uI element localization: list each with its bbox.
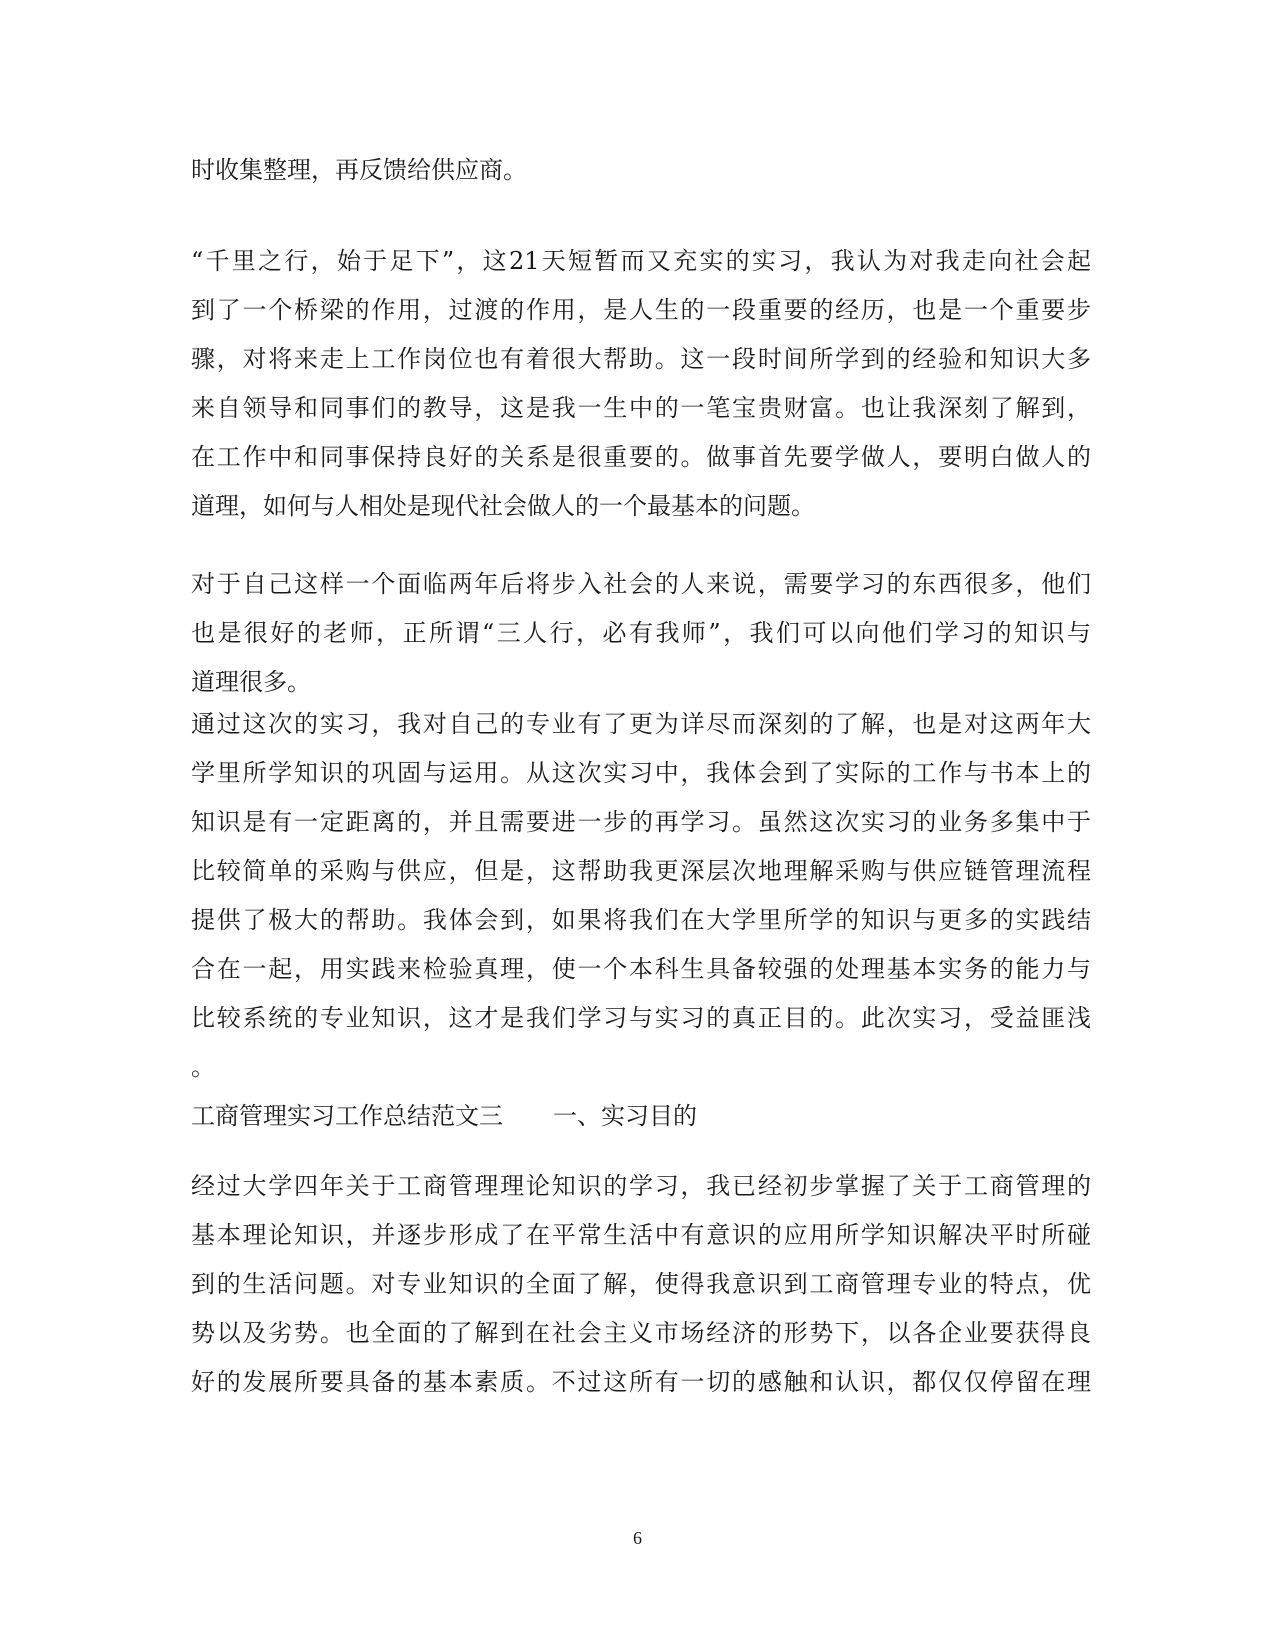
section-heading — [191, 1092, 1091, 1141]
paragraph-5 — [191, 1162, 1091, 1407]
text-line: 通过这次的实习，我对自己的专业有了更为详尽而深刻的了解，也是对这两年大 — [191, 710, 1091, 738]
text-line: 对于自己这样一个面临两年后将步入社会的人来说，需要学习的东西很多，他们 — [191, 570, 1091, 598]
text-line: 提供了极大的帮助。我体会到，如果将我们在大学里所学的知识与更多的实践结 — [191, 906, 1091, 934]
text-line: 比较简单的采购与供应，但是，这帮助我更深层次地理解采购与供应链管理流程 — [191, 857, 1091, 885]
text-line: 合在一起，用实践来检验真理，使一个本科生具备较强的处理基本实务的能力与 — [191, 955, 1091, 983]
text-line: 比较系统的专业知识，这才是我们学习与实习的真正目的。此次实习，受益匪浅 — [191, 1004, 1091, 1032]
text-line: 知识是有一定距离的，并且需要进一步的再学习。虽然这次实习的业务多集中于 — [191, 808, 1091, 836]
text-line: 也是很好的老师，正所谓“三人行，必有我师”，我们可以向他们学习的知识与 — [191, 619, 1091, 647]
document-title: 工商管理实习工作总结范文三 — [191, 1102, 503, 1130]
paragraph-2 — [191, 237, 1091, 531]
text-line: “千里之行，始于足下”，这21天短暂而又充实的实习，我认为对我走向社会起 — [191, 247, 1091, 275]
text-line: 时收集整理，再反馈给供应商。 — [191, 156, 527, 184]
text-line: 道理，如何与人相处是现代社会做人的一个最基本的问题。 — [191, 492, 815, 520]
text-line: 道理很多。 — [191, 668, 311, 696]
text-line: 到了一个桥梁的作用，过渡的作用，是人生的一段重要的经历，也是一个重要步 — [191, 296, 1091, 324]
text-line: 学里所学知识的巩固与运用。从这次实习中，我体会到了实际的工作与书本上的 — [191, 759, 1091, 787]
text-line: 骤，对将来走上工作岗位也有着很大帮助。这一段时间所学到的经验和知识大多 — [191, 345, 1091, 373]
paragraph-1 — [191, 146, 1091, 195]
text-line: 来自领导和同事们的教导，这是我一生中的一笔宝贵财富。也让我深刻了解到， — [191, 394, 1091, 422]
text-line: 好的发展所要具备的基本素质。不过这所有一切的感触和认识，都仅仅停留在理 — [191, 1368, 1091, 1396]
page-number: 6 — [633, 1528, 642, 1548]
text-line: 在工作中和同事保持良好的关系是很重要的。做事首先要学做人，要明白做人的 — [191, 443, 1091, 471]
paragraph-3 — [191, 560, 1091, 707]
text-line: 到的生活问题。对专业知识的全面了解，使得我意识到工商管理专业的特点，优 — [191, 1270, 1091, 1298]
text-line: 。 — [191, 1053, 215, 1081]
text-line: 经过大学四年关于工商管理理论知识的学习，我已经初步掌握了关于工商管理的 — [191, 1172, 1091, 1200]
paragraph-4 — [191, 700, 1091, 1141]
section-title: 一、实习目的 — [553, 1102, 697, 1130]
text-line: 势以及劣势。也全面的了解到在社会主义市场经济的形势下，以各企业要获得良 — [191, 1319, 1091, 1347]
text-line: 基本理论知识，并逐步形成了在平常生活中有意识的应用所学知识解决平时所碰 — [191, 1221, 1091, 1249]
